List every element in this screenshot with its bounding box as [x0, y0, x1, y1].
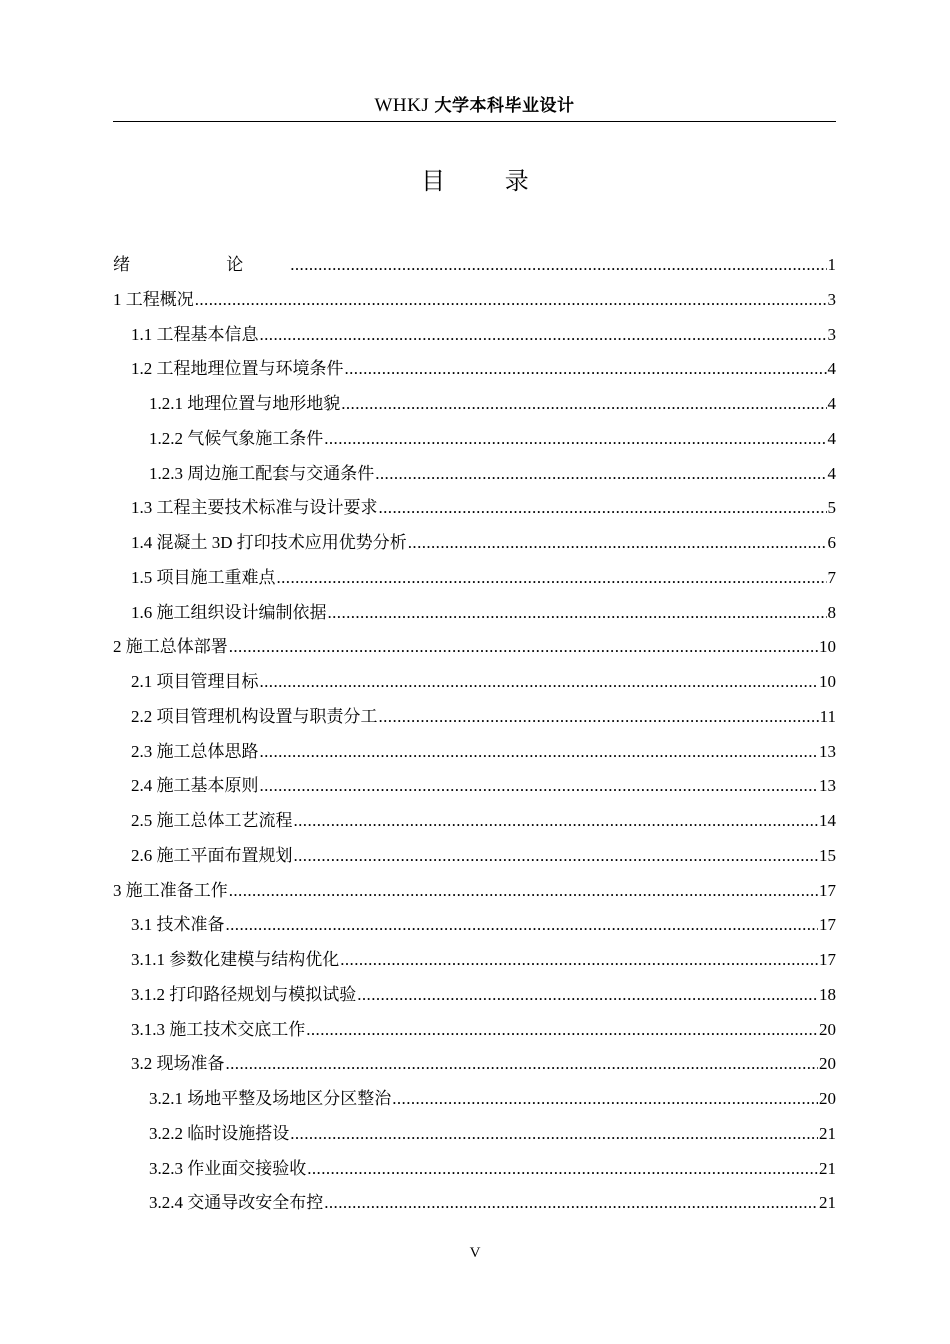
- toc-dot-leader: [290, 1124, 818, 1144]
- toc-entry-label: 1.2.3 周边施工配套与交通条件: [149, 463, 375, 483]
- toc-entry-page: 17: [819, 950, 836, 969]
- toc-entry[interactable]: [113, 702, 836, 737]
- toc-dot-leader: [260, 325, 827, 345]
- toc-entry[interactable]: [113, 1049, 836, 1084]
- header-rule: [113, 121, 836, 122]
- toc-entry-label: 1.2 工程地理位置与环境条件: [131, 359, 344, 379]
- toc-entry[interactable]: [113, 285, 836, 320]
- toc-entry-label: 3.2.4 交通导改安全布控: [149, 1193, 324, 1213]
- toc-dot-leader: [260, 742, 819, 762]
- toc-entry-page: 13: [819, 776, 836, 796]
- toc-entry-page: 10: [819, 672, 836, 691]
- toc-entry-page: 3: [827, 324, 836, 344]
- toc-entry-label: 2.5 施工总体工艺流程: [131, 811, 293, 830]
- toc-entry-label: 1.5 项目施工重难点: [131, 567, 276, 587]
- toc-entry-label: 2 施工总体部署: [113, 637, 228, 657]
- toc-entry-page: 5: [827, 498, 836, 518]
- toc-entry-page: 20: [819, 1089, 836, 1108]
- toc-entry-page: 21: [819, 1158, 836, 1178]
- toc-entry-page: 10: [819, 637, 836, 657]
- toc-entry-page: 21: [819, 1123, 836, 1143]
- table-of-contents: [113, 250, 836, 1223]
- toc-entry-page: 3: [827, 289, 836, 309]
- toc-entry[interactable]: [113, 737, 836, 772]
- toc-entry[interactable]: [113, 459, 836, 494]
- toc-entry[interactable]: [113, 1188, 836, 1223]
- toc-entry-page: 17: [819, 880, 836, 900]
- toc-entry-label: 3.1.1 参数化建模与结构优化: [131, 950, 340, 969]
- toc-dot-leader: [324, 1193, 818, 1213]
- toc-entry-label: 3.1.3 施工技术交底工作: [131, 1019, 306, 1039]
- toc-entry-page: 1: [827, 255, 836, 274]
- toc-entry[interactable]: [113, 563, 836, 598]
- toc-dot-leader: [229, 881, 818, 901]
- toc-dot-leader: [306, 1020, 818, 1040]
- header-thesis-title: 大学本科毕业设计: [434, 96, 575, 116]
- toc-entry-label: 2.3 施工总体思路: [131, 741, 259, 761]
- toc-entry-page: 15: [819, 845, 836, 865]
- toc-entry[interactable]: [113, 1084, 836, 1119]
- toc-entry[interactable]: [113, 632, 836, 667]
- toc-entry-label: 3 施工准备工作: [113, 880, 228, 900]
- toc-entry-page: 4: [827, 359, 836, 379]
- toc-entry[interactable]: [113, 354, 836, 389]
- toc-entry-label: 1.3 工程主要技术标准与设计要求: [131, 498, 378, 518]
- toc-dot-leader: [324, 429, 826, 449]
- toc-entry-page: 17: [819, 915, 836, 935]
- toc-dot-leader: [294, 846, 819, 866]
- header-school-abbrev: WHKJ: [374, 95, 430, 116]
- toc-entry-page: 18: [819, 984, 836, 1004]
- toc-dot-leader: [345, 359, 827, 379]
- toc-dot-leader: [290, 255, 826, 275]
- toc-entry[interactable]: [113, 980, 836, 1015]
- toc-entry-label: 1.6 施工组织设计编制依据: [131, 602, 327, 622]
- toc-dot-leader: [357, 985, 818, 1005]
- toc-dot-leader: [379, 498, 827, 518]
- toc-dot-leader: [392, 1089, 818, 1109]
- toc-dot-leader: [341, 394, 826, 414]
- toc-dot-leader: [307, 1159, 818, 1179]
- toc-entry-page: 4: [827, 428, 836, 448]
- toc-entry[interactable]: [113, 945, 836, 980]
- toc-dot-leader: [294, 811, 819, 831]
- toc-entry-label: 3.1.2 打印路径规划与模拟试验: [131, 984, 357, 1004]
- toc-entry-page: 13: [819, 741, 836, 761]
- toc-entry-label: 3.1 技术准备: [131, 915, 225, 935]
- toc-entry-page: 7: [827, 567, 836, 587]
- toc-entry-label: 1.4 混凝土 3D 打印技术应用优势分析: [131, 533, 407, 552]
- toc-entry[interactable]: [113, 320, 836, 355]
- toc-entry-page: 20: [819, 1019, 836, 1039]
- toc-entry-label: 1.2.2 气候气象施工条件: [149, 428, 324, 448]
- toc-entry-page: 4: [827, 394, 836, 413]
- toc-entry-label: 2.6 施工平面布置规划: [131, 845, 293, 865]
- toc-entry[interactable]: [113, 250, 836, 285]
- toc-entry-label: 2.2 项目管理机构设置与职责分工: [131, 706, 378, 726]
- toc-entry-page: 21: [819, 1193, 836, 1213]
- toc-entry-label: 1 工程概况: [113, 289, 194, 309]
- toc-entry-page: 8: [827, 602, 836, 622]
- toc-dot-leader: [229, 637, 818, 657]
- toc-entry[interactable]: [113, 1015, 836, 1050]
- toc-entry-label: 3.2.3 作业面交接验收: [149, 1158, 307, 1178]
- toc-dot-leader: [226, 915, 819, 935]
- toc-entry-label: 3.2.2 临时设施搭设: [149, 1123, 290, 1143]
- toc-dot-leader: [340, 950, 818, 970]
- toc-entry-page: 4: [827, 463, 836, 483]
- toc-entry-label: 绪 论: [113, 255, 290, 274]
- toc-dot-leader: [375, 464, 826, 484]
- toc-dot-leader: [260, 776, 819, 796]
- toc-entry[interactable]: [113, 841, 836, 876]
- toc-entry-label: 3.2 现场准备: [131, 1054, 225, 1074]
- toc-dot-leader: [260, 672, 819, 692]
- toc-entry[interactable]: [113, 806, 836, 841]
- toc-dot-leader: [277, 568, 827, 588]
- toc-entry-label: 1.2.1 地理位置与地形地貌: [149, 394, 341, 413]
- toc-entry-page: 14: [819, 811, 836, 830]
- toc-entry-page: 6: [827, 533, 836, 552]
- toc-entry-label: 3.2.1 场地平整及场地区分区整治: [149, 1089, 392, 1108]
- toc-dot-leader: [328, 603, 827, 623]
- toc-entry[interactable]: [113, 389, 836, 424]
- toc-entry[interactable]: [113, 1119, 836, 1154]
- toc-dot-leader: [195, 290, 827, 310]
- toc-entry-page: 11: [819, 706, 836, 726]
- toc-entry[interactable]: [113, 771, 836, 806]
- toc-dot-leader: [226, 1054, 819, 1074]
- toc-entry[interactable]: [113, 910, 836, 945]
- toc-entry[interactable]: [113, 528, 836, 563]
- toc-entry[interactable]: [113, 876, 836, 911]
- page-number: V: [469, 1245, 481, 1261]
- toc-entry-label: 2.4 施工基本原则: [131, 776, 259, 796]
- toc-dot-leader: [408, 533, 827, 553]
- toc-entry-page: 20: [819, 1054, 836, 1074]
- toc-entry[interactable]: [113, 667, 836, 702]
- running-header: [113, 94, 836, 118]
- toc-title: 目 录: [421, 167, 555, 195]
- toc-dot-leader: [379, 707, 819, 727]
- toc-entry-label: 2.1 项目管理目标: [131, 672, 259, 691]
- toc-entry[interactable]: [113, 493, 836, 528]
- toc-entry[interactable]: [113, 1154, 836, 1189]
- toc-entry-label: 1.1 工程基本信息: [131, 324, 259, 344]
- toc-entry[interactable]: [113, 598, 836, 633]
- toc-entry[interactable]: [113, 424, 836, 459]
